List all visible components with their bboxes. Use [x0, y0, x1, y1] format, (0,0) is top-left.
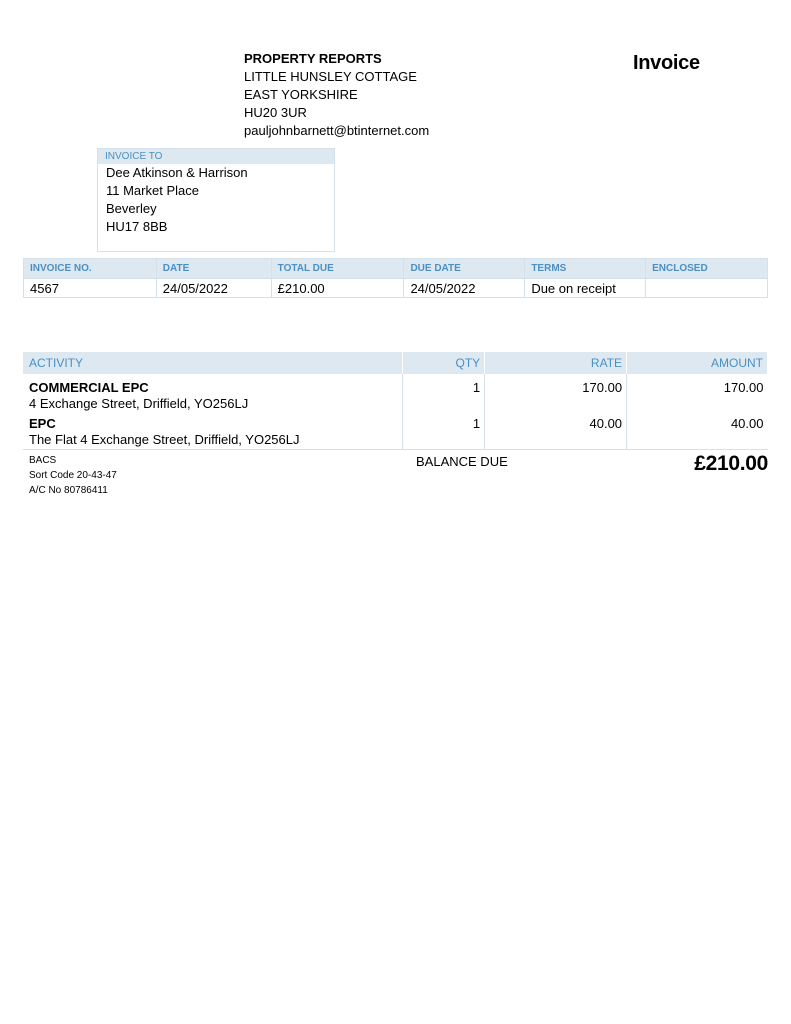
meta-header: DATE: [156, 259, 271, 279]
line-items-table: [23, 352, 768, 450]
company-address-line: EAST YORKSHIRE: [244, 87, 358, 102]
meta-header: TERMS: [525, 259, 646, 279]
line-item-qty: 1: [403, 374, 485, 413]
meta-header: INVOICE NO.: [24, 259, 157, 279]
line-item-description: The Flat 4 Exchange Street, Driffield, YO256LJ: [29, 432, 300, 447]
invoice-to-line: HU17 8BB: [106, 219, 168, 234]
meta-header: TOTAL DUE: [271, 259, 404, 279]
balance-due-value: £210.00: [694, 452, 768, 475]
terms: Due on receipt: [525, 279, 646, 298]
invoice-to-box: [97, 148, 335, 252]
company-name: PROPERTY REPORTS: [244, 51, 382, 66]
document-title: Invoice: [633, 52, 700, 74]
line-item-activity: [23, 374, 403, 413]
meta-header-row: [24, 259, 768, 279]
company-address-line: HU20 3UR: [244, 105, 307, 120]
line-item-rate: 40.00: [485, 413, 627, 450]
invoice-to-header: INVOICE TO: [98, 149, 334, 164]
line-item-amount: 170.00: [723, 380, 764, 395]
invoice-to-address: [98, 164, 334, 236]
payment-details: [29, 453, 117, 498]
account-number: A/C No 80786411: [29, 485, 108, 496]
enclosed: [646, 279, 768, 298]
line-item-row: [23, 374, 768, 413]
company-email: pauljohnbarnett@btinternet.com: [244, 123, 430, 138]
meta-header: ENCLOSED: [646, 259, 768, 279]
company-block: [244, 50, 429, 140]
invoice-to-line: Dee Atkinson & Harrison: [106, 165, 248, 180]
company-address-line: LITTLE HUNSLEY COTTAGE: [244, 69, 417, 84]
invoice-to-line: 11 Market Place: [106, 183, 199, 198]
invoice-meta-table: [23, 258, 768, 298]
line-item-name: COMMERCIAL EPC: [29, 380, 149, 395]
line-item-row: [23, 413, 768, 450]
rate-header: RATE: [485, 352, 627, 374]
invoice-number: 4567: [24, 279, 157, 298]
qty-header: QTY: [403, 352, 485, 374]
sort-code: Sort Code 20-43-47: [29, 470, 117, 481]
total-due: £210.00: [271, 279, 404, 298]
line-item-amount: 40.00: [627, 413, 768, 450]
line-item-rate: 170.00: [485, 374, 627, 413]
amount-header: AMOUNT: [627, 352, 768, 374]
invoice-date: 24/05/2022: [156, 279, 271, 298]
due-date: 24/05/2022: [404, 279, 525, 298]
line-item-description: 4 Exchange Street, Driffield, YO256LJ: [29, 396, 249, 411]
meta-header: DUE DATE: [404, 259, 525, 279]
balance-due-label: BALANCE DUE: [416, 454, 508, 469]
activity-header: ACTIVITY: [23, 352, 403, 374]
line-item-qty: 1: [403, 413, 485, 450]
meta-value-row: [24, 279, 768, 298]
invoice-to-line: Beverley: [106, 201, 157, 216]
line-items-header-row: [23, 352, 768, 374]
line-item-activity: [23, 413, 403, 450]
line-item-name: EPC: [29, 416, 56, 431]
payment-method: BACS: [29, 455, 57, 466]
